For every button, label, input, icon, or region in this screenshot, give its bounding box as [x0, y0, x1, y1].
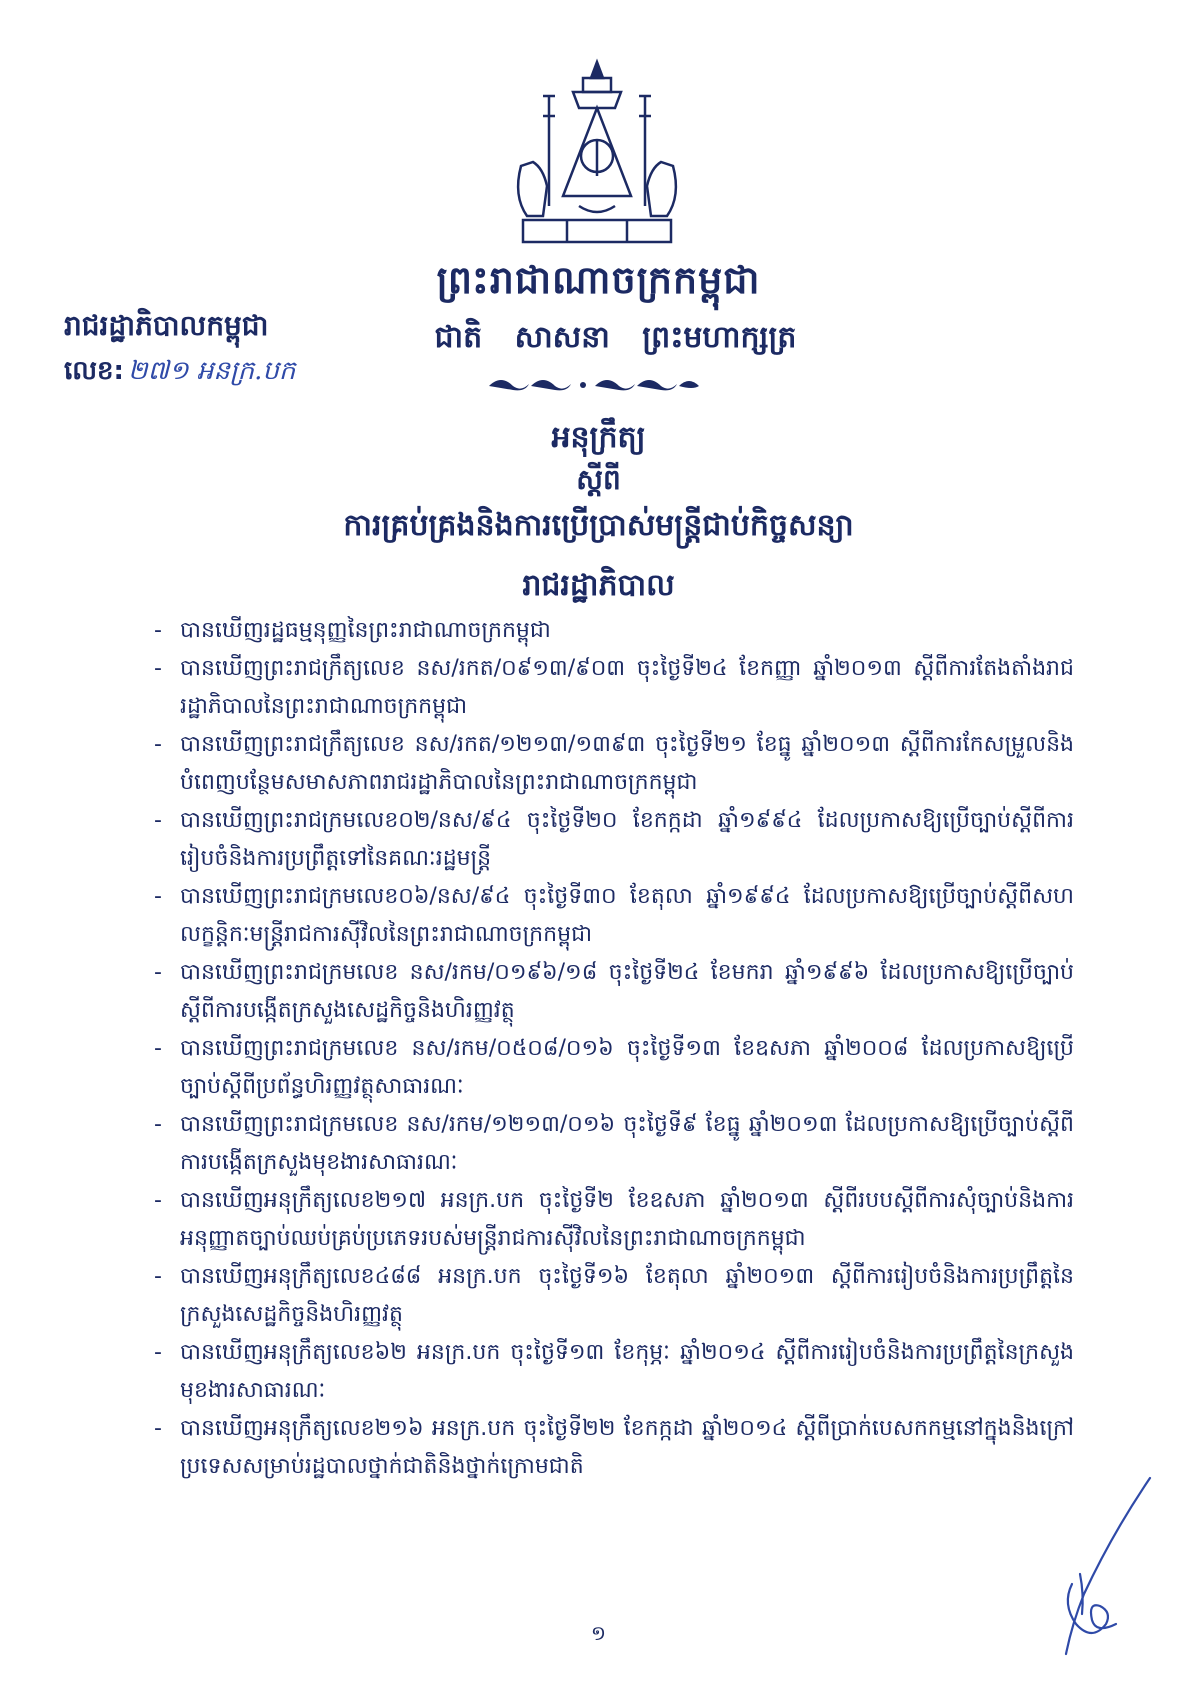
- list-item: - បានឃើញអនុក្រឹត្យលេខ៤៨៨ អនក្រ.បក ចុះថ្ងៃទី១៦ ខែតុលា ឆ្នាំ២០១៣ ស្តីពីការរៀបចំនិងការប្រព្រឹត្តនៃក្រសួងសេដ្ឋកិច្ចនិងហិរញ្ញវត្ថុ: [154, 1258, 1074, 1334]
- bullet-dash: -: [154, 656, 162, 681]
- reference-label: លេខ:: [64, 356, 124, 386]
- bullet-dash: -: [154, 808, 162, 833]
- bullet-dash: -: [154, 618, 162, 643]
- bullet-dash: -: [154, 1188, 162, 1213]
- list-item: - បានឃើញព្រះរាជក្រមលេខ នស/រកម/០១៩៦/១៨ ចុះថ្ងៃទី២៤ ខែមករា ឆ្នាំ១៩៩៦ ដែលប្រកាសឱ្យប្រើច្បាប់ស្តីពីការបង្កើតក្រសួងសេដ្ឋកិច្ចនិងហិរញ្ញវត្ថុ: [154, 954, 1074, 1030]
- issuer-name: រាជរដ្ឋាភិបាលកម្ពុជា: [64, 309, 269, 342]
- list-item: - បានឃើញព្រះរាជក្រឹត្យលេខ នស/រកត/០៩១៣/៩០៣ ចុះថ្ងៃទី២៤ ខែកញ្ញា ឆ្នាំ២០១៣ ស្តីពីការតែងតាំងរាជរដ្ឋាភិបាលនៃព្រះរាជាណាចក្រកម្ពុជា: [154, 650, 1074, 726]
- list-item: - បានឃើញព្រះរាជក្រមលេខ០៦/នស/៩៤ ចុះថ្ងៃទី៣០ ខែតុលា ឆ្នាំ១៩៩៤ ដែលប្រកាសឱ្យប្រើច្បាប់ស្តីពីសហលក្ខន្តិកៈមន្ត្រីរាជការស៊ីវិលនៃព្រះរាជាណាចក្រកម្ពុជា: [154, 878, 1074, 954]
- document-subject: ការគ្រប់គ្រងនិងការប្រើប្រាស់មន្ត្រីជាប់កិច្ចសន្យា: [343, 508, 854, 543]
- decorative-ornament-icon: [485, 372, 705, 394]
- list-item: - បានឃើញព្រះរាជក្រឹត្យលេខ នស/រកត/១២១៣/១៣៩៣ ចុះថ្ងៃទី២១ ខែធ្នូ ឆ្នាំ២០១៣ ស្តីពីការកែសម្រួលនិងបំពេញបន្ថែមសមាសភាពរាជរដ្ឋាភិបាលនៃព្រះរាជាណាចក្រកម្ពុជា: [154, 726, 1074, 802]
- list-item: - បានឃើញព្រះរាជក្រមលេខ០២/នស/៩៤ ចុះថ្ងៃទី២០ ខែកក្កដា ឆ្នាំ១៩៩៤ ដែលប្រកាសឱ្យប្រើច្បាប់ស្តីពីការរៀបចំនិងការប្រព្រឹត្តទៅនៃគណៈរដ្ឋមន្ត្រី: [154, 802, 1074, 878]
- list-item: - បានឃើញរដ្ឋធម្មនុញ្ញនៃព្រះរាជាណាចក្រកម្ពុជា: [154, 612, 1074, 650]
- list-item: - បានឃើញអនុក្រឹត្យលេខ៦២ អនក្រ.បក ចុះថ្ងៃទី១៣ ខែកុម្ភៈ ឆ្នាំ២០១៤ ស្តីពីការរៀបចំនិងការប្រព្រឹត្តនៃក្រសួងមុខងារសាធារណៈ: [154, 1334, 1074, 1410]
- bullet-dash: -: [154, 1416, 162, 1441]
- page-number: ១: [590, 1621, 607, 1645]
- bullet-dash: -: [154, 1340, 162, 1365]
- document-type: អនុក្រឹត្យ: [551, 420, 646, 455]
- bullet-dash: -: [154, 1112, 162, 1137]
- about-label: ស្តីពី: [576, 463, 621, 496]
- list-item: - បានឃើញព្រះរាជក្រមលេខ នស/រកម/១២១៣/០១៦ ចុះថ្ងៃទី៩ ខែធ្នូ ឆ្នាំ២០១៣ ដែលប្រកាសឱ្យប្រើច្បាប់ស្តីពីការបង្កើតក្រសួងមុខងារសាធារណៈ: [154, 1106, 1074, 1182]
- list-item: - បានឃើញអនុក្រឹត្យលេខ២១៧ អនក្រ.បក ចុះថ្ងៃទី២ ខែឧសភា ឆ្នាំ២០១៣ ស្តីពីរបបស្តីពីការសុំច្បាប់និងការអនុញ្ញាតច្បាប់ឈប់គ្រប់ប្រភេទរបស់មន្ត្រីរាជការស៊ីវិលនៃព្រះរាជាណាចក្រកម្ពុជា: [154, 1182, 1074, 1258]
- national-motto: ជាតិ សាសនា ព្រះមហាក្សត្រ: [434, 320, 797, 355]
- bullet-dash: -: [154, 732, 162, 757]
- bullet-dash: -: [154, 960, 162, 985]
- bullet-dash: -: [154, 1036, 162, 1061]
- considerations-list: [154, 612, 1074, 1486]
- bullet-dash: -: [154, 884, 162, 909]
- list-item: - បានឃើញអនុក្រឹត្យលេខ២១៦ អនក្រ.បក ចុះថ្ងៃទី២២ ខែកក្កដា ឆ្នាំ២០១៤ ស្តីពីប្រាក់បេសកកម្មនៅក្នុងនិងក្រៅប្រទេសសម្រាប់រដ្ឋបាលថ្នាក់ជាតិនិងថ្នាក់ក្រោមជាតិ: [154, 1410, 1074, 1486]
- kingdom-title: ព្រះរាជាណាចក្រកម្ពុជា: [436, 257, 761, 302]
- issuing-body: រាជរដ្ឋាភិបាល: [522, 568, 675, 603]
- bullet-dash: -: [154, 1264, 162, 1289]
- reference-handwritten-value: ២៧១ អនក្រ.បក: [127, 356, 296, 386]
- list-item: - បានឃើញព្រះរាជក្រមលេខ នស/រកម/០៥០៨/០១៦ ចុះថ្ងៃទី១៣ ខែឧសភា ឆ្នាំ២០០៨ ដែលប្រកាសឱ្យប្រើច្បាប់ស្តីពីប្រព័ន្ធហិរញ្ញវត្ថុសាធារណៈ: [154, 1030, 1074, 1106]
- royal-coat-of-arms-icon: [503, 56, 691, 250]
